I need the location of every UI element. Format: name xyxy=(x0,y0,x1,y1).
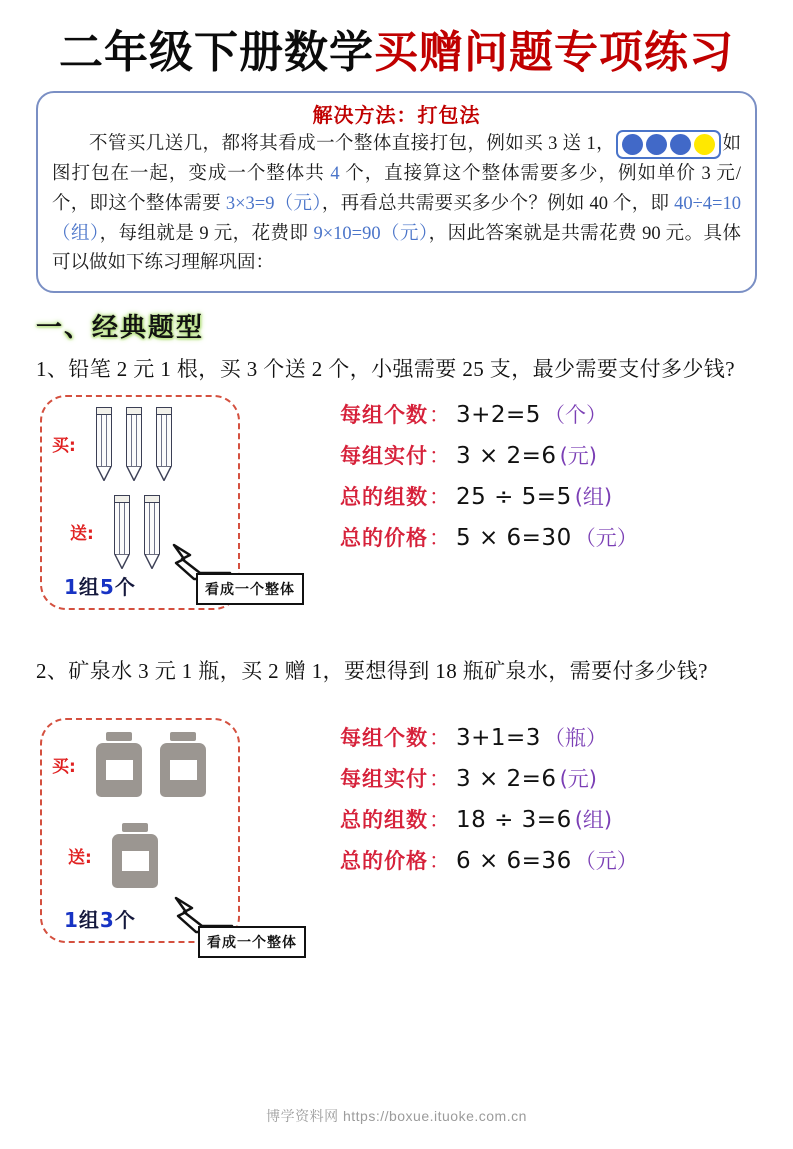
problem-2-buy-items xyxy=(96,732,206,797)
problem-2-give-row xyxy=(42,797,238,888)
worksheet-page xyxy=(0,28,793,1149)
pencil-icon xyxy=(96,407,112,481)
method-info-box xyxy=(36,91,757,294)
answer-label: 每组个数 xyxy=(340,401,428,427)
answer-label: 每组个数 xyxy=(340,725,428,751)
problem-1-text: 1、铅笔 2 元 1 根，买 3 个送 2 个，小强需要 25 支，最少需要支付多少钱? xyxy=(36,357,735,382)
answer-line xyxy=(340,522,761,552)
answer-line xyxy=(340,399,761,429)
answer-colon: ： xyxy=(429,402,450,427)
page-title-red: 买赠问题专项练习 xyxy=(374,27,734,78)
method-body xyxy=(52,130,741,280)
answer-label: 每组实付 xyxy=(340,442,428,468)
section-heading: 一、经典题型 xyxy=(36,313,205,344)
bottle-icon xyxy=(160,732,206,797)
answer-unit: (组) xyxy=(574,808,613,833)
answer-unit: （元） xyxy=(574,849,638,874)
answer-colon: ： xyxy=(429,767,450,792)
pencil-icon xyxy=(126,407,142,481)
problem-2-group-zh2: 个 xyxy=(114,908,136,933)
chip-blue-3 xyxy=(670,134,691,155)
chip-blue-1 xyxy=(622,134,643,155)
chips-group xyxy=(616,130,721,159)
answer-unit: (元) xyxy=(559,767,597,792)
problem-1-buy-row xyxy=(42,397,238,481)
answer-expression: 3 × 2=6 xyxy=(456,766,557,793)
answer-expression: 25 ÷ 5=5 xyxy=(456,483,572,510)
problem-1-give-items xyxy=(114,495,160,569)
problem-1-give-row xyxy=(42,481,238,569)
pencil-icon xyxy=(144,495,160,569)
problem-2-dashed-box xyxy=(40,718,240,943)
method-line2-b: 个，直接算这个整体需要多少，例如单价 3 元/个，即这个整体需要 xyxy=(52,163,741,214)
answer-line xyxy=(340,440,761,470)
bottle-icon xyxy=(96,732,142,797)
method-line2-c: ，再看总共需要买多少个？例如 40 个，即 xyxy=(321,193,675,214)
answer-unit: (元) xyxy=(559,443,597,468)
answer-line xyxy=(340,481,761,511)
problem-2-give-items xyxy=(112,823,158,888)
pencil-icon xyxy=(114,495,130,569)
answer-colon: ： xyxy=(429,484,450,509)
problem-2-diagram xyxy=(32,718,332,952)
problem-1-group-num2: 5 xyxy=(99,574,115,599)
problem-1-diagram xyxy=(32,395,332,610)
problem-2-buy-row xyxy=(42,720,238,797)
bottle-icon xyxy=(112,823,158,888)
problem-1-group-num1: 1 xyxy=(64,574,79,599)
problem-1-group-zh1: 组 xyxy=(78,574,100,599)
problem-2-answers xyxy=(332,718,761,875)
method-line2-a: 如图打包在一起，变成一个整体共 xyxy=(52,133,741,184)
answer-line xyxy=(340,722,761,752)
answer-unit: （个） xyxy=(543,402,607,427)
answer-expression: 3+1=3 xyxy=(456,725,541,752)
problem-1-answers xyxy=(332,395,761,563)
answer-line xyxy=(340,763,761,793)
method-line3-b: ，因此答案就是共需花费 90 元。具体可以做如下练习理解巩固： xyxy=(52,223,741,274)
page-title-black: 二年级下册数学 xyxy=(59,27,374,78)
answer-colon: ： xyxy=(429,808,450,833)
answer-unit: (组) xyxy=(574,484,613,509)
page-title xyxy=(32,28,761,79)
method-hl-formula-3: 9×10=90（元） xyxy=(313,223,429,244)
answer-expression: 18 ÷ 3=6 xyxy=(456,807,572,834)
problem-1-buy-label: 买: xyxy=(52,436,76,457)
answer-expression: 6 × 6=36 xyxy=(456,848,572,875)
answer-expression: 5 × 6=30 xyxy=(456,524,572,551)
chip-yellow-1 xyxy=(694,134,715,155)
answer-colon: ： xyxy=(429,443,450,468)
answer-unit: （元） xyxy=(574,525,638,550)
problem-1-group-zh2: 个 xyxy=(114,574,136,599)
footer-watermark: 博学资料网 https://boxue.ituoke.com.cn xyxy=(266,1108,527,1124)
problem-1-buy-items xyxy=(96,407,172,481)
chip-blue-2 xyxy=(646,134,667,155)
answer-line xyxy=(340,804,761,834)
method-hl-formula-2: 40÷4=10（组） xyxy=(52,193,741,244)
answer-label: 总的价格 xyxy=(340,524,428,550)
method-heading: 解决方法：打包法 xyxy=(312,102,481,127)
answer-colon: ： xyxy=(429,525,450,550)
problem-2-group-num2: 3 xyxy=(99,908,115,933)
method-line1-a: 不管买几送几，都将其看成一个整体直接打包，例如买 3 送 1， xyxy=(89,133,616,154)
answer-unit: （瓶） xyxy=(543,726,607,751)
problem-2-give-label: 送: xyxy=(68,848,92,869)
problem-2-group-num1: 1 xyxy=(64,908,79,933)
method-hl-formula-1: 3×3=9（元） xyxy=(225,193,322,214)
answer-expression: 3+2=5 xyxy=(456,401,541,428)
problem-1-body xyxy=(32,395,761,610)
problem-2-body xyxy=(32,718,761,952)
problem-2-group-zh1: 组 xyxy=(78,908,100,933)
problem-1-callout: 看成一个整体 xyxy=(196,573,304,605)
answer-label: 总的组数 xyxy=(340,807,428,833)
answer-label: 总的价格 xyxy=(340,848,428,874)
answer-label: 每组实付 xyxy=(340,766,428,792)
answer-label: 总的组数 xyxy=(340,483,428,509)
answer-line xyxy=(340,845,761,875)
problem-1-give-label: 送: xyxy=(70,524,94,545)
problem-2-buy-label: 买: xyxy=(52,757,76,778)
method-line3-a: ，每组就是 9 元，花费即 xyxy=(99,223,314,244)
pencil-icon xyxy=(156,407,172,481)
answer-colon: ： xyxy=(429,849,450,874)
problem-2-text: 2、矿泉水 3 元 1 瓶，买 2 赠 1，要想得到 18 瓶矿泉水，需要付多少钱? xyxy=(36,658,708,683)
answer-expression: 3 × 2=6 xyxy=(456,442,557,469)
answer-colon: ： xyxy=(429,726,450,751)
method-hl-4: 4 xyxy=(330,163,340,184)
problem-2-callout: 看成一个整体 xyxy=(198,926,306,958)
